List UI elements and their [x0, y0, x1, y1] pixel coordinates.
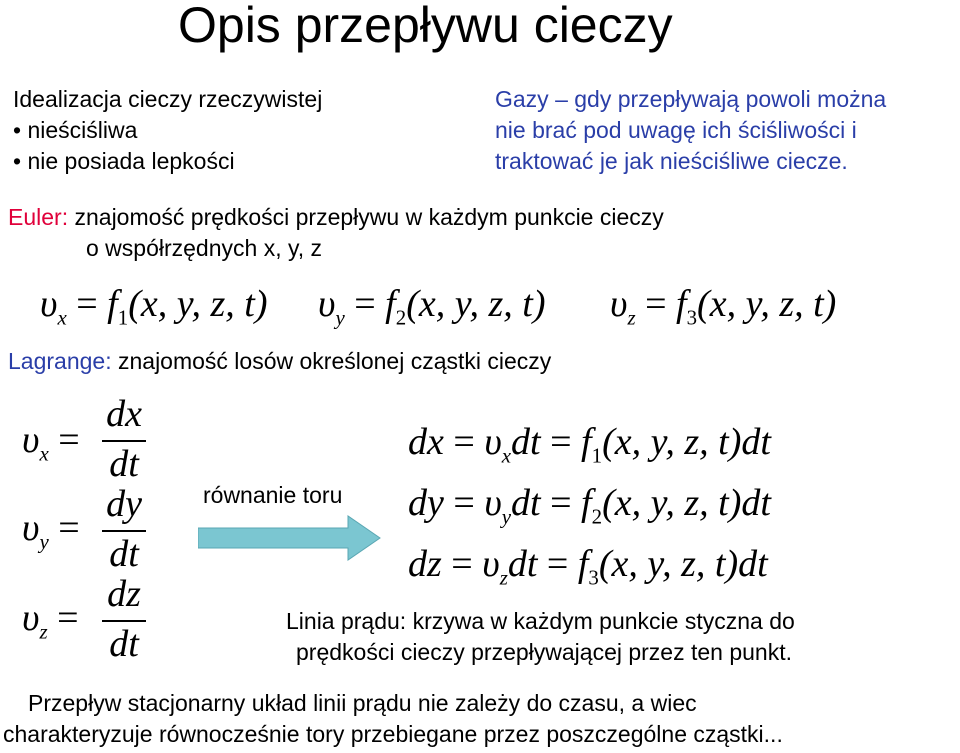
streamline-definition: Linia prądu: krzywa w każdym punkcie styczna do prędkości cieczy przepływającej przez ten punkt.: [286, 608, 795, 665]
euler-equation-y: $\upsilon_y = f_2(x$, y, z, t): [318, 283, 546, 330]
vz-lhs: $\upsilon_z$ =: [22, 597, 79, 644]
page-title: Opis przepływu cieczy: [178, 0, 673, 53]
trajectory-equation-y: dy = $\upsilon_ydt = f_2(x$, y, z, t)dt: [408, 482, 771, 529]
bullet-item: • nie posiada lepkości: [13, 148, 235, 174]
stationary-flow: Przepływ stacjonarny układ linii prądu nie zależy do czasu, a wiec: [28, 690, 697, 716]
dy-numerator: dy: [106, 483, 142, 525]
idealization-block: [13, 84, 322, 177]
bullet-item: • nieściśliwa: [13, 117, 138, 143]
right-arrow-icon: [198, 514, 383, 562]
lagrange-description: Lagrange: znajomość losów określonej cząstki cieczy: [8, 348, 552, 374]
dx-numerator: dx: [106, 393, 142, 435]
dt-denominator: dt: [109, 623, 139, 665]
bullet-icon: •: [13, 117, 22, 143]
trajectory-label: równanie toru: [203, 482, 343, 508]
vx-lhs: $\upsilon_x$ =: [22, 419, 80, 466]
euler-equation-z: $\upsilon_z = f_3(x$, y, z, t): [610, 283, 837, 330]
euler-description: Euler: znajomość prędkości przepływu w każdym punkcie cieczy o współrzędnych x, y, z: [8, 204, 664, 261]
dt-denominator: dt: [109, 533, 139, 575]
euler-equation-x: $\upsilon_x = f_1(x$, y, z, t): [40, 283, 268, 330]
gases-note: Gazy – gdy przepływają powoli można nie brać pod uwagę ich ściśliwości i traktować je jak nieściśliwe ciecze.: [495, 86, 887, 174]
bullet-icon: •: [13, 148, 22, 174]
dz-numerator: dz: [107, 573, 141, 615]
vy-lhs: $\upsilon_y$ =: [22, 507, 80, 554]
euler-label: Euler:: [8, 204, 69, 230]
idealization-heading: Idealizacja cieczy rzeczywistej: [13, 86, 323, 112]
lagrange-label: Lagrange:: [8, 348, 112, 374]
trajectory-equation-x: dx = $\upsilon_xdt = f_1(x$, y, z, t)dt: [408, 421, 771, 468]
dt-denominator: dt: [109, 443, 139, 485]
trajectory-equation-z: dz = $\upsilon_zdt = f_3(x$, y, z, t)dt: [408, 543, 768, 590]
stationary-flow-cont: charakteryzuje równocześnie tory przebiegane przez poszczególne cząstki...: [3, 721, 783, 747]
